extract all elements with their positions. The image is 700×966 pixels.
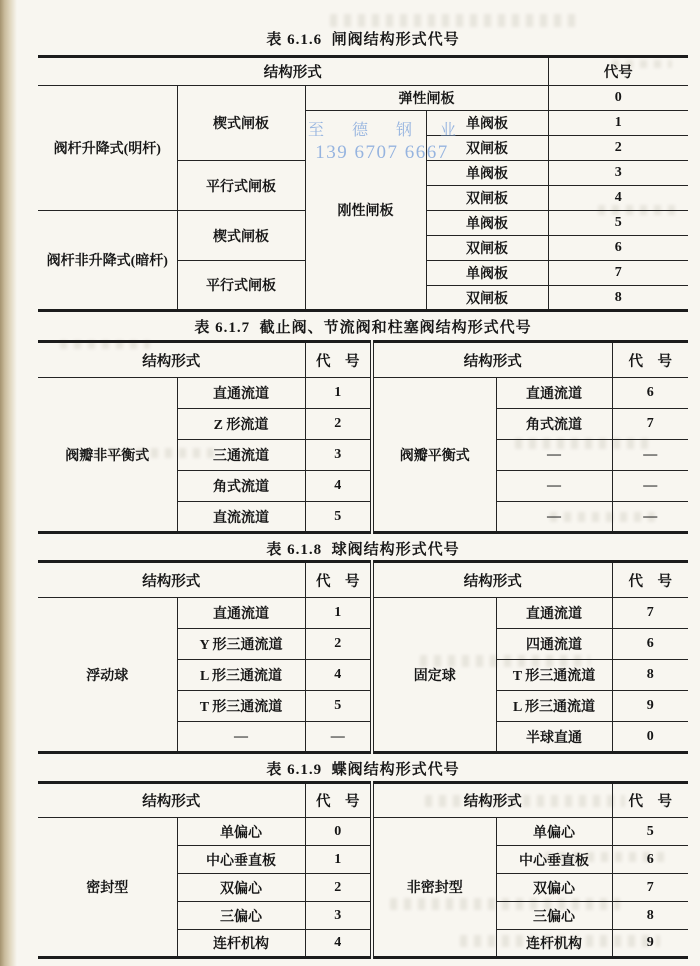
form-cell: L 形三通流道 xyxy=(496,691,612,722)
globe-throttle-plunger-valve-code-table xyxy=(38,340,688,534)
code-cell: 3 xyxy=(305,902,372,930)
form-cell: 单偏心 xyxy=(496,818,612,846)
gate-valve-structure-code-table xyxy=(38,55,688,312)
header-code: 代号 xyxy=(548,57,688,86)
code-cell: — xyxy=(612,471,688,502)
form-cell: 连杆机构 xyxy=(496,930,612,958)
form-cell: 连杆机构 xyxy=(177,930,305,958)
form-cell-plate: 单阀板 xyxy=(426,211,548,236)
form-cell: — xyxy=(496,471,612,502)
header-code: 代 号 xyxy=(305,562,372,598)
code-cell: 8 xyxy=(548,286,688,311)
form-cell: 双偏心 xyxy=(177,874,305,902)
form-cell: T 形三通流道 xyxy=(177,691,305,722)
form-cell: — xyxy=(496,440,612,471)
form-cell: 中心垂直板 xyxy=(177,846,305,874)
code-cell: 1 xyxy=(305,378,372,409)
code-cell: 4 xyxy=(305,471,372,502)
code-cell: 3 xyxy=(548,161,688,186)
header-structure-form: 结构形式 xyxy=(38,562,305,598)
code-cell: 6 xyxy=(548,236,688,261)
group-cell-non-sealed-type: 非密封型 xyxy=(372,818,496,958)
table-616-title: 表 6.1.6 闸阀结构形式代号 xyxy=(266,32,460,48)
code-cell: 4 xyxy=(305,930,372,958)
code-cell: 7 xyxy=(548,261,688,286)
code-cell: — xyxy=(612,440,688,471)
form-cell-plate: 单阀板 xyxy=(426,261,548,286)
form-cell-plate: 双闸板 xyxy=(426,286,548,311)
code-cell: 5 xyxy=(305,691,372,722)
code-cell: 5 xyxy=(612,818,688,846)
form-cell: Z 形流道 xyxy=(177,409,305,440)
form-cell: 直通流道 xyxy=(177,598,305,629)
code-cell: 1 xyxy=(305,846,372,874)
code-cell: 2 xyxy=(548,136,688,161)
form-cell: 直通流道 xyxy=(496,598,612,629)
form-cell: 单偏心 xyxy=(177,818,305,846)
group-cell-parallel-gate: 平行式闸板 xyxy=(177,261,305,311)
form-cell: 三偏心 xyxy=(177,902,305,930)
code-cell: 1 xyxy=(548,111,688,136)
group-cell-unbalanced-disc: 阀瓣非平衡式 xyxy=(38,378,177,533)
group-cell-wedge-gate: 楔式闸板 xyxy=(177,86,305,161)
header-structure-form: 结构形式 xyxy=(38,57,548,86)
form-cell: 中心垂直板 xyxy=(496,846,612,874)
group-cell-balanced-disc: 阀瓣平衡式 xyxy=(372,378,496,533)
form-cell: 三偏心 xyxy=(496,902,612,930)
code-cell: 7 xyxy=(612,874,688,902)
form-cell: 角式流道 xyxy=(496,409,612,440)
code-cell: 2 xyxy=(305,409,372,440)
form-cell-plate: 双闸板 xyxy=(426,186,548,211)
table-619-title: 表 6.1.9 蝶阀结构形式代号 xyxy=(266,762,460,778)
form-cell: 四通流道 xyxy=(496,629,612,660)
header-structure-form: 结构形式 xyxy=(38,783,305,818)
form-cell: Y 形三通流道 xyxy=(177,629,305,660)
form-cell-plate: 单阀板 xyxy=(426,161,548,186)
form-cell-plate: 双闸板 xyxy=(426,236,548,261)
group-cell-rigid-gate: 刚性闸板 xyxy=(305,111,426,311)
code-cell: 4 xyxy=(548,186,688,211)
group-cell-floating-ball: 浮动球 xyxy=(38,598,177,753)
group-cell-sealed-type: 密封型 xyxy=(38,818,177,958)
code-cell: 6 xyxy=(612,629,688,660)
code-cell: 7 xyxy=(612,409,688,440)
bleedthrough-artifact xyxy=(330,14,580,27)
code-cell: 6 xyxy=(612,846,688,874)
watermark-phone: 139 6707 6667 xyxy=(315,142,449,163)
code-cell: 5 xyxy=(548,211,688,236)
form-cell: 直通流道 xyxy=(177,378,305,409)
form-cell-plate: 单阀板 xyxy=(426,111,548,136)
form-cell-elastic-gate: 弹性闸板 xyxy=(305,86,548,111)
header-structure-form: 结构形式 xyxy=(372,562,612,598)
header-code: 代 号 xyxy=(305,783,372,818)
code-cell: 0 xyxy=(305,818,372,846)
code-cell: 0 xyxy=(548,86,688,111)
form-cell: 直流流道 xyxy=(177,502,305,533)
butterfly-valve-code-table xyxy=(38,781,688,959)
code-cell: — xyxy=(612,502,688,533)
code-cell: 2 xyxy=(305,874,372,902)
header-code: 代 号 xyxy=(612,562,688,598)
header-code: 代 号 xyxy=(612,783,688,818)
group-cell-stem-rising: 阀杆升降式(明杆) xyxy=(38,86,177,211)
group-cell-fixed-ball: 固定球 xyxy=(372,598,496,753)
form-cell: — xyxy=(177,722,305,753)
ball-valve-code-table xyxy=(38,560,688,754)
header-structure-form: 结构形式 xyxy=(38,342,305,378)
form-cell: 三通流道 xyxy=(177,440,305,471)
header-code: 代 号 xyxy=(612,342,688,378)
group-cell-wedge-gate: 楔式闸板 xyxy=(177,211,305,261)
header-structure-form: 结构形式 xyxy=(372,342,612,378)
header-code: 代 号 xyxy=(305,342,372,378)
form-cell: 半球直通 xyxy=(496,722,612,753)
code-cell: 6 xyxy=(612,378,688,409)
code-cell: 0 xyxy=(612,722,688,753)
code-cell: 9 xyxy=(612,691,688,722)
table-618-title: 表 6.1.8 球阀结构形式代号 xyxy=(266,542,460,558)
form-cell: 角式流道 xyxy=(177,471,305,502)
code-cell: 1 xyxy=(305,598,372,629)
group-cell-parallel-gate: 平行式闸板 xyxy=(177,161,305,211)
code-cell: 4 xyxy=(305,660,372,691)
form-cell: T 形三通流道 xyxy=(496,660,612,691)
code-cell: 2 xyxy=(305,629,372,660)
form-cell-plate: 双闸板 xyxy=(426,136,548,161)
form-cell: L 形三通流道 xyxy=(177,660,305,691)
group-cell-stem-non-rising: 阀杆非升降式(暗杆) xyxy=(38,211,177,311)
form-cell: — xyxy=(496,502,612,533)
table-617-title: 表 6.1.7 截止阀、节流阀和柱塞阀结构形式代号 xyxy=(194,320,532,336)
seller-watermark xyxy=(296,121,468,165)
code-cell: 8 xyxy=(612,902,688,930)
code-cell: 7 xyxy=(612,598,688,629)
header-structure-form: 结构形式 xyxy=(372,783,612,818)
code-cell: 8 xyxy=(612,660,688,691)
code-cell: — xyxy=(305,722,372,753)
form-cell: 双偏心 xyxy=(496,874,612,902)
code-cell: 9 xyxy=(612,930,688,958)
book-gutter-shadow xyxy=(0,0,17,966)
form-cell: 直通流道 xyxy=(496,378,612,409)
code-cell: 3 xyxy=(305,440,372,471)
watermark-name: 至 德 钢 业 xyxy=(308,122,469,139)
code-cell: 5 xyxy=(305,502,372,533)
